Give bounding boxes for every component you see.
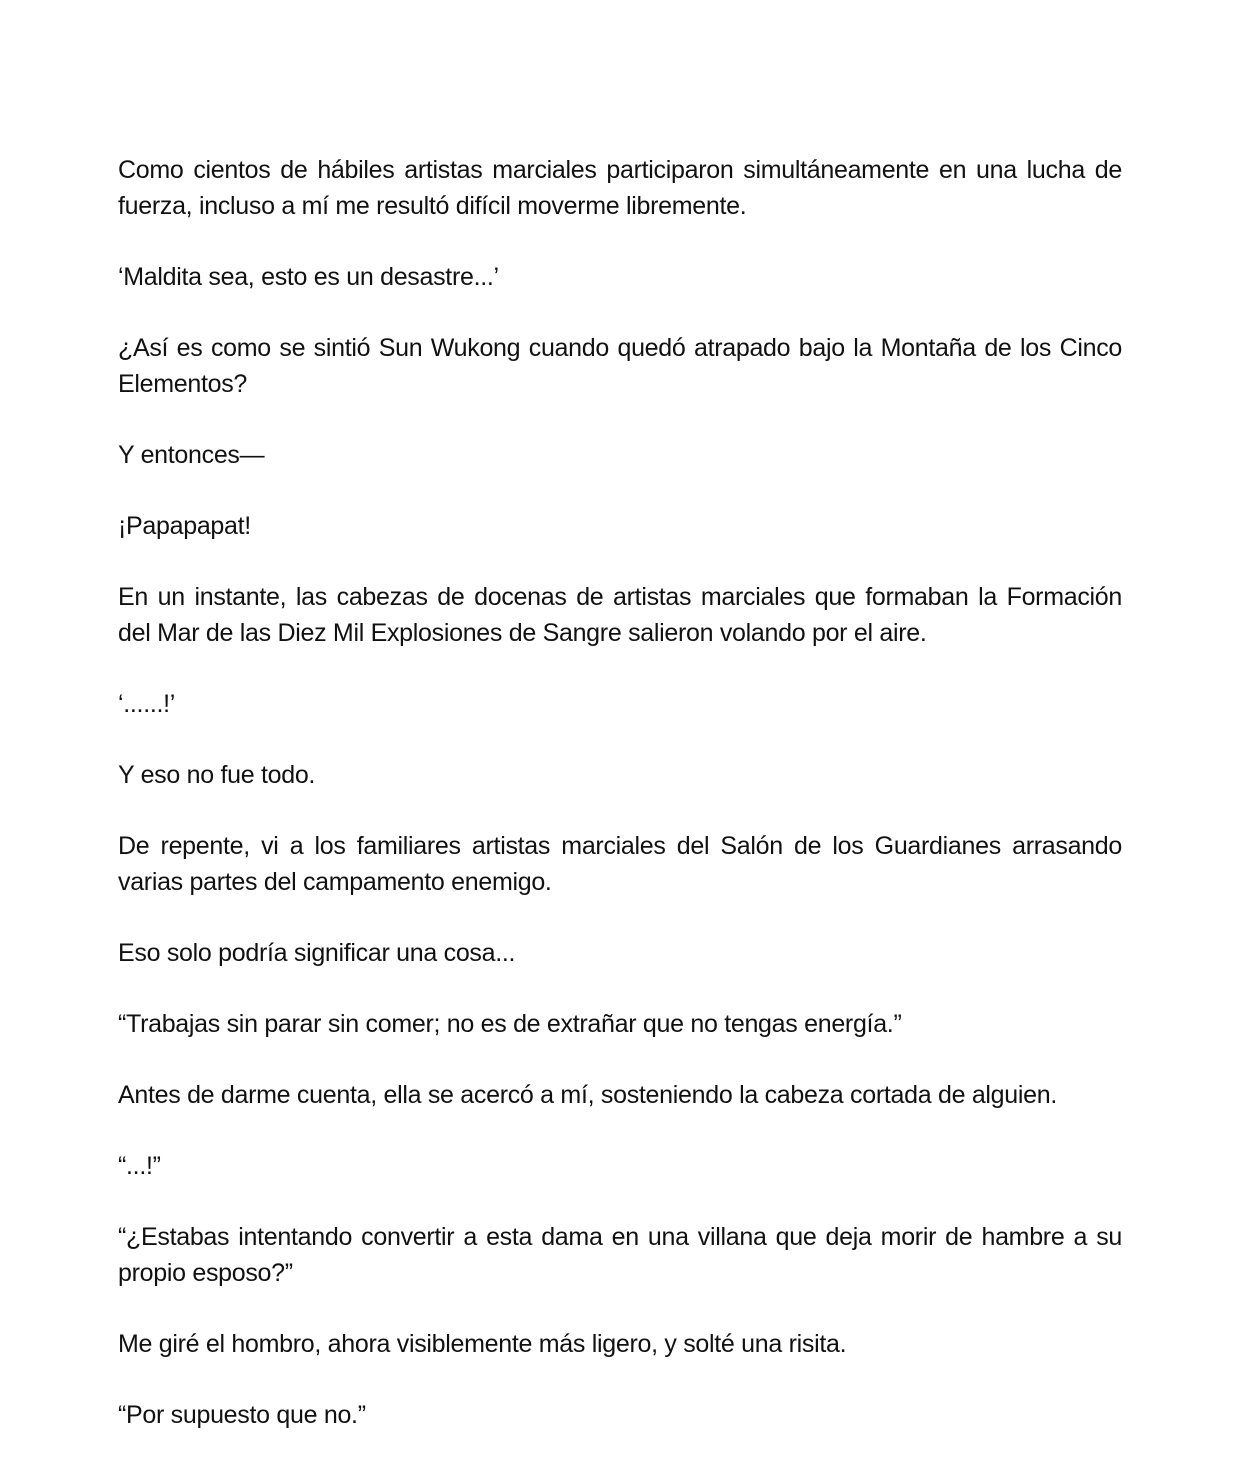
paragraph: Y eso no fue todo. <box>118 761 316 789</box>
paragraph: En un instante, las cabezas de docenas de artistas marciales que formaban la Formación del Mar de las Diez Mil Explosiones de Sangre salieron volando por el aire. <box>118 583 1122 647</box>
paragraph: Me giré el hombro, ahora visiblemente más ligero, y solté una risita. <box>118 1330 847 1358</box>
paragraph: ¿Así es como se sintió Sun Wukong cuando quedó atrapado bajo la Montaña de los Cinco Elementos? <box>118 334 1122 398</box>
paragraph: De repente, vi a los familiares artistas marciales del Salón de los Guardianes arrasando varias partes del campamento enemigo. <box>118 832 1122 896</box>
paragraph: ‘......!’ <box>118 690 176 718</box>
paragraph: ¡Papapapat! <box>118 512 251 540</box>
paragraph: Como cientos de hábiles artistas marciales participaron simultáneamente en una lucha de fuerza, incluso a mí me resultó difícil moverme libremente. <box>118 156 1122 220</box>
paragraph: Antes de darme cuenta, ella se acercó a mí, sosteniendo la cabeza cortada de alguien. <box>118 1081 1057 1109</box>
paragraph: “¿Estabas intentando convertir a esta dama en una villana que deja morir de hambre a su propio esposo?” <box>118 1223 1122 1287</box>
paragraph: ‘Maldita sea, esto es un desastre...’ <box>118 263 499 291</box>
paragraph: Eso solo podría significar una cosa... <box>118 939 516 967</box>
paragraph: “Trabajas sin parar sin comer; no es de extrañar que no tengas energía.” <box>118 1010 902 1038</box>
paragraph: Y entonces— <box>118 441 265 469</box>
paragraph: “...!” <box>118 1152 161 1180</box>
paragraph: “Por supuesto que no.” <box>118 1401 366 1429</box>
document-body <box>118 152 1122 1468</box>
